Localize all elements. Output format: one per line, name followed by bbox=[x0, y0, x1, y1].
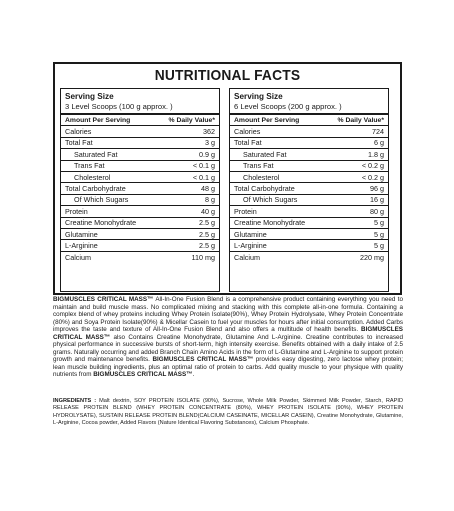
nutrient-row bbox=[61, 126, 219, 137]
nutrient-name: Glutamine bbox=[65, 229, 98, 239]
nutrient-name: Calcium bbox=[234, 252, 260, 262]
nutrient-row bbox=[230, 149, 388, 160]
nutrient-row bbox=[61, 218, 219, 229]
nutrient-row bbox=[230, 161, 388, 172]
nutrition-facts-box bbox=[53, 62, 402, 295]
product-description bbox=[53, 296, 403, 379]
nutrient-name: L-Arginine bbox=[65, 240, 98, 250]
nutrient-value: < 0.1 g bbox=[192, 161, 215, 171]
nutrient-name: Saturated Fat bbox=[243, 149, 287, 159]
nutrient-value: < 0.2 g bbox=[361, 161, 384, 171]
nutrient-value: 40 g bbox=[201, 206, 215, 216]
nutrient-name: Trans Fat bbox=[74, 161, 105, 171]
description-text: provides easy digesting, zero lactose whey protein; lean muscle building ingredients, plus an optimal ratio of protein to carbs. Add quality muscle to your physique with quality nutrients from bbox=[53, 356, 404, 379]
nutrient-name: L-Arginine bbox=[234, 240, 267, 250]
nutrient-value: 8 g bbox=[205, 195, 215, 205]
nutrient-value: 1.8 g bbox=[368, 149, 384, 159]
amount-per-serving-header: Amount Per Serving bbox=[234, 116, 300, 124]
nutrient-value: 5 g bbox=[374, 229, 384, 239]
nutrient-name: Protein bbox=[234, 206, 257, 216]
serving-size-label: Serving Size bbox=[234, 92, 283, 101]
nutrient-value: 6 g bbox=[374, 138, 384, 148]
nutrient-name: Calories bbox=[65, 127, 92, 137]
nutrient-value: 2.5 g bbox=[199, 240, 215, 250]
nutrient-row bbox=[61, 252, 219, 263]
nutrient-name: Protein bbox=[65, 206, 88, 216]
description-text: . bbox=[192, 371, 195, 379]
nutrient-name: Calories bbox=[234, 127, 261, 137]
nutrient-row bbox=[230, 218, 388, 229]
brand-name: BIGMUSCLES CRITICAL MASS™ bbox=[53, 326, 403, 341]
nutrient-row bbox=[230, 195, 388, 206]
nutrient-value: 5 g bbox=[374, 240, 384, 250]
nutrient-name: Total Carbohydrate bbox=[234, 184, 295, 194]
nutrient-name: Glutamine bbox=[234, 229, 267, 239]
serving-panel-200g bbox=[229, 88, 389, 292]
table-header bbox=[230, 115, 388, 126]
nutrient-row bbox=[230, 206, 388, 217]
serving-size-value: 6 Level Scoops (200 g approx. ) bbox=[230, 101, 388, 115]
nutrient-value: 96 g bbox=[370, 184, 384, 194]
ingredients-list bbox=[53, 398, 403, 428]
nutrient-name: Creatine Monohydrate bbox=[234, 218, 306, 228]
nutrient-value: < 0.1 g bbox=[192, 172, 215, 182]
nutrient-row bbox=[230, 252, 388, 263]
brand-name: BIGMUSCLES CRITICAL MASS™ bbox=[152, 356, 254, 364]
serving-size-value: 3 Level Scoops (100 g approx. ) bbox=[61, 101, 219, 115]
nutrient-row bbox=[61, 240, 219, 251]
daily-value-header: % Daily Value* bbox=[168, 116, 215, 124]
description-text: also Contains Creatine Monohydrate, Glutamine And L-Arginine. Creatine contributes to increased physical performance in successive bursts of short-term, high intensity exercise. Benefits obtained with a daily intake of 2.5 grams. Naturally occurring and added Branch Chain Amino Acids in the form of L-Glutamine and L-Arginine to support protein growth and maintenance benefits. bbox=[53, 333, 403, 364]
ingredients-text: Malt dextrin, SOY PROTEIN ISOLATE (90%), Sucrose, Whole Milk Powder, Skimmed Milk Powder, Starch, RAPID RELEASE PROTEIN BLEND (WHEY PROTEIN CONCENTRATE (80%), WHEY PROTEIN ISOLATE (90%), WHEY PROTEIN HYDROLYSATE), SUSTAIN RELEASE PROTEIN BLEND(CALCIUM CASEINATE, MICELLAR CASEIN), Creatine Monohydrate, Glutamine, L-Arginine, Cocoa powder, Added Flavors (Nature Identical Flavoring Substances), Calcium Phosphate. bbox=[53, 398, 403, 427]
nutrient-row bbox=[230, 240, 388, 251]
nutrient-name: Calcium bbox=[65, 252, 91, 262]
nutrient-name: Of Which Sugars bbox=[243, 195, 298, 205]
nutrient-value: 110 mg bbox=[191, 252, 215, 262]
nutrient-row bbox=[61, 149, 219, 160]
nutrient-value: < 0.2 g bbox=[361, 172, 384, 182]
nutrient-value: 5 g bbox=[374, 218, 384, 228]
nutrient-rows bbox=[61, 126, 219, 263]
brand-name: BIGMUSCLES CRITICAL MASS™ bbox=[93, 371, 193, 379]
nutrient-row bbox=[61, 206, 219, 217]
nutrient-row bbox=[230, 126, 388, 137]
nutrient-value: 48 g bbox=[201, 184, 215, 194]
nutrient-value: 3 g bbox=[205, 138, 215, 148]
nutrient-row bbox=[61, 172, 219, 183]
nutrient-value: 362 bbox=[203, 127, 215, 137]
nutrient-row bbox=[61, 161, 219, 172]
nutrient-name: Total Fat bbox=[65, 138, 93, 148]
ingredients-label: INGREDIENTS : bbox=[53, 398, 97, 404]
nutrient-name: Saturated Fat bbox=[74, 149, 118, 159]
nutrient-name: Cholesterol bbox=[74, 172, 111, 182]
serving-panel-100g bbox=[60, 88, 220, 292]
daily-value-header: % Daily Value* bbox=[337, 116, 384, 124]
serving-size-label: Serving Size bbox=[65, 92, 114, 101]
table-header bbox=[61, 115, 219, 126]
nutrient-row bbox=[61, 183, 219, 194]
nutrient-value: 80 g bbox=[370, 206, 384, 216]
description-text: All-In-One Fusion Blend is a comprehensive product containing everything you need to maintain and build muscle mass. No complicated mixing and stacking with this complete all-in-one formula. Containing a complex blend of whey proteins including Whey Protein Isolate(90%), Whey Protein Hydrolysate, Whey Protein Concentrate (80%) and Soya Protein Isolate(90%) & Micellar Casein to fuel your muscles for hours after initial consumption. Added Carbs improves the taste and texture of All-In-One Fusion Blend and also offers a multitude of health benefits. bbox=[53, 296, 403, 334]
nutrient-value: 220 mg bbox=[360, 252, 384, 262]
nutrient-name: Creatine Monohydrate bbox=[65, 218, 137, 228]
nutrient-value: 2.5 g bbox=[199, 229, 215, 239]
nutrient-value: 16 g bbox=[370, 195, 384, 205]
nutrient-value: 2.5 g bbox=[199, 218, 215, 228]
nutrient-row bbox=[230, 183, 388, 194]
nutrient-value: 0.9 g bbox=[199, 149, 215, 159]
nutrition-title: NUTRITIONAL FACTS bbox=[154, 67, 301, 84]
nutrient-row bbox=[61, 229, 219, 240]
nutrient-row bbox=[61, 138, 219, 149]
nutrient-row bbox=[230, 172, 388, 183]
nutrient-row bbox=[61, 195, 219, 206]
nutrient-name: Total Fat bbox=[234, 138, 262, 148]
amount-per-serving-header: Amount Per Serving bbox=[65, 116, 131, 124]
nutrient-row bbox=[230, 229, 388, 240]
nutrient-row bbox=[230, 138, 388, 149]
nutrient-name: Cholesterol bbox=[243, 172, 280, 182]
nutrient-name: Of Which Sugars bbox=[74, 195, 129, 205]
nutrient-value: 724 bbox=[372, 127, 384, 137]
nutrient-name: Total Carbohydrate bbox=[65, 184, 126, 194]
brand-name: BIGMUSCLES CRITICAL MASS™ bbox=[53, 296, 154, 303]
nutrient-rows bbox=[230, 126, 388, 263]
nutrient-name: Trans Fat bbox=[243, 161, 274, 171]
